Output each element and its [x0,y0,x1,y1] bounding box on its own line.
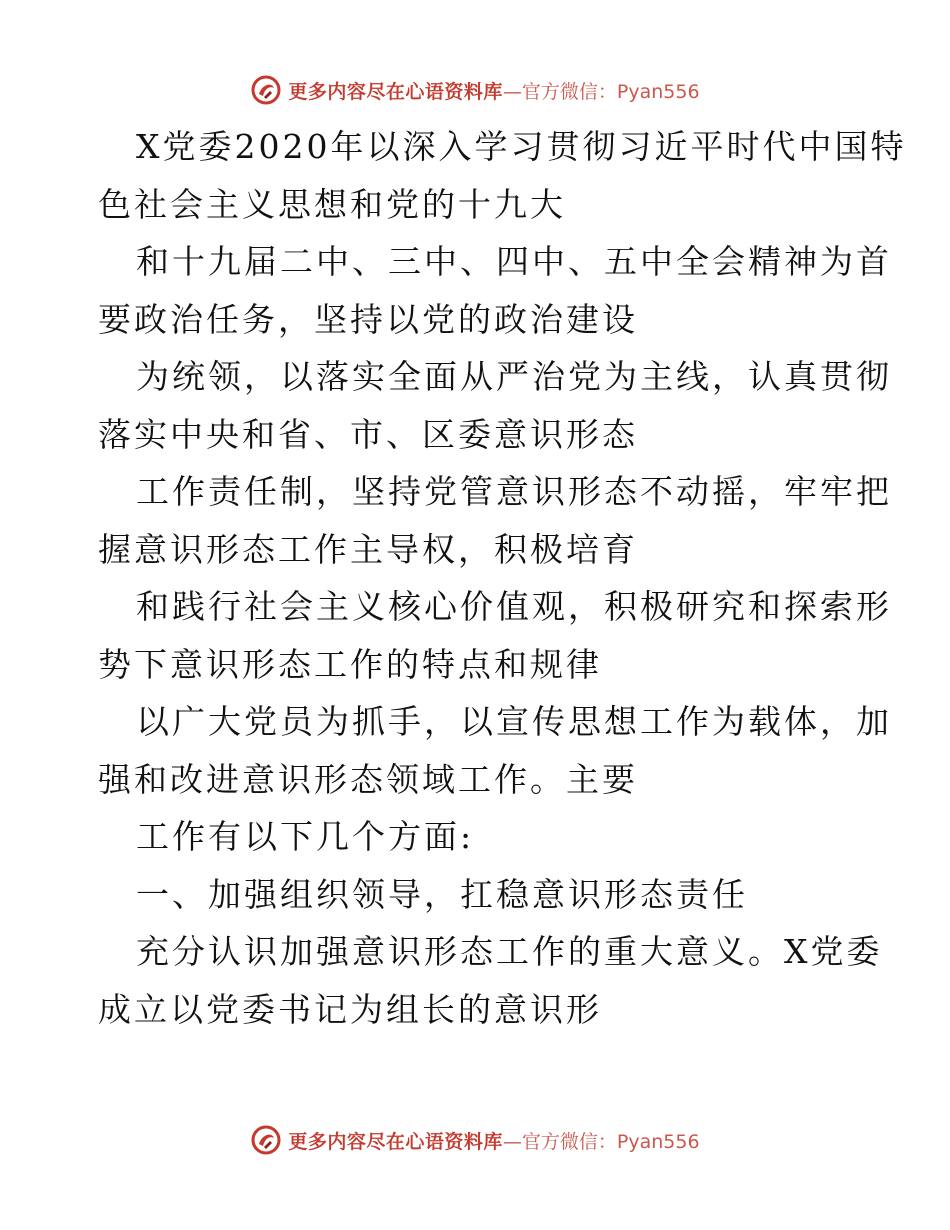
text-line: 以广大党员为抓手，以宣传思想工作为载体，加 [136,702,892,741]
text-line: 一、加强组织领导，扛稳意识形态责任 [136,874,748,914]
header-watermark [0,70,950,110]
red-swirl-logo-icon [250,1124,282,1156]
text-line: 色社会主义思想和党的十九大 [98,184,566,224]
text-line: 充分认识加强意识形态工作的重大意义。X党委 [136,932,883,971]
text-line: 强和改进意识形态领域工作。主要 [98,759,638,799]
text-line: 为统领，以落实全面从严治党为主线，认真贯彻 [136,357,892,396]
red-swirl-logo-icon [250,74,282,106]
document-body [98,118,907,1038]
watermark-main-text: 更多内容尽在心语资料库 [288,80,503,103]
watermark-sub-text: —官方微信：Pyan556 [502,1130,700,1153]
text-line: X党委2020年以深入学习贯彻习近平时代中国特 [136,127,907,166]
text-line: 势下意识形态工作的特点和规律 [98,644,602,684]
text-line: 和十九届二中、三中、四中、五中全会精神为首 [136,242,892,281]
text-line: 成立以党委书记为组长的意识形 [98,989,602,1029]
watermark-main-text: 更多内容尽在心语资料库 [288,1130,503,1153]
text-line: 和践行社会主义核心价值观，积极研究和探索形 [136,587,892,626]
text-line: 工作有以下几个方面: [136,817,475,856]
text-line: 工作责任制，坚持党管意识形态不动摇，牢牢把 [136,472,892,511]
footer-watermark [0,1120,950,1160]
text-line: 握意识形态工作主导权，积极培育 [98,529,638,569]
text-line: 要政治任务，坚持以党的政治建设 [98,299,638,339]
text-line: 落实中央和省、市、区委意识形态 [98,414,638,454]
watermark-sub-text: —官方微信：Pyan556 [502,80,700,103]
